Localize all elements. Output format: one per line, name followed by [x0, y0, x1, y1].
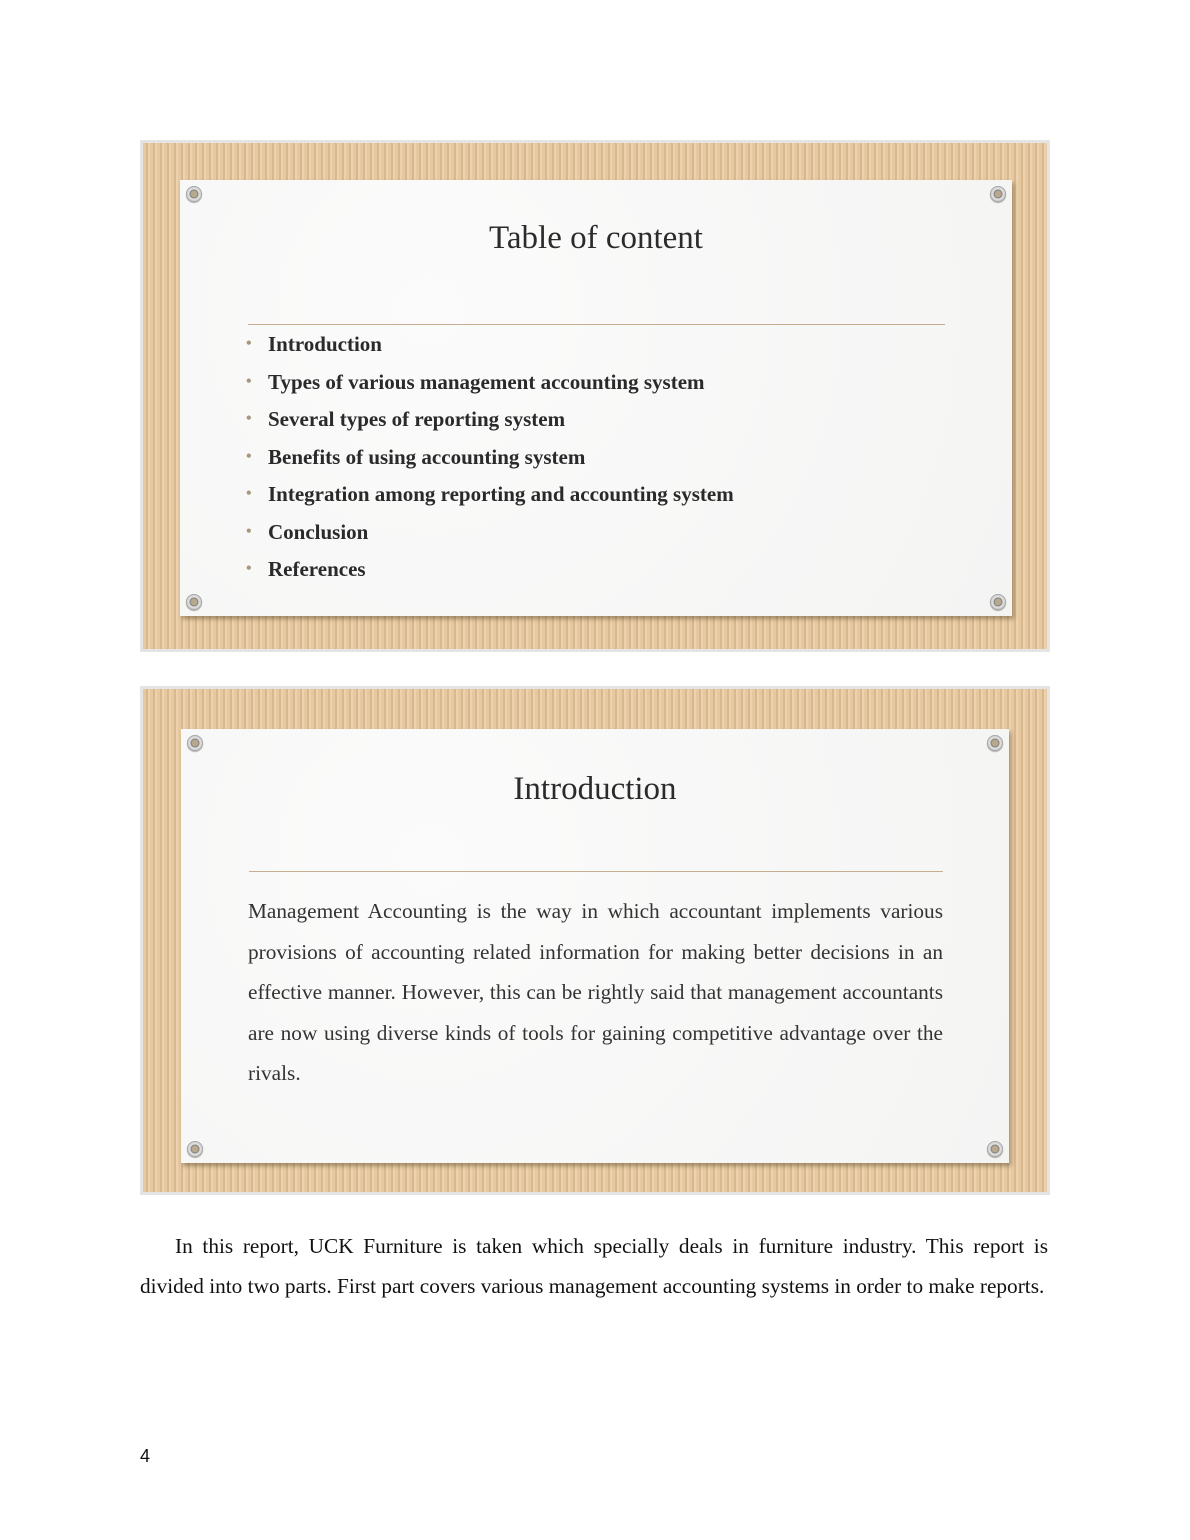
- toc-item-label: Conclusion: [268, 519, 369, 544]
- slide-title: Table of content: [489, 220, 703, 256]
- bullet-icon: •: [246, 372, 252, 390]
- toc-item: [246, 480, 734, 518]
- toc-item: [246, 405, 734, 443]
- bullet-icon: •: [246, 335, 252, 352]
- bullet-icon: •: [246, 522, 252, 540]
- grommet-icon: [186, 186, 202, 202]
- toc-item: [246, 555, 734, 593]
- grommet-icon: [187, 1141, 203, 1157]
- toc-item-label: Types of various management accounting system: [268, 369, 705, 394]
- grommet-icon: [186, 594, 202, 610]
- slide-card: [180, 180, 1012, 616]
- toc-item-label: Benefits of using accounting system: [268, 444, 586, 469]
- page-number: 4: [140, 1446, 151, 1466]
- grommet-icon: [987, 735, 1003, 751]
- grommet-icon: [187, 735, 203, 751]
- toc-item: [246, 518, 734, 556]
- bullet-icon: •: [246, 560, 252, 577]
- title-divider: [249, 871, 943, 872]
- bullet-icon: •: [246, 485, 252, 502]
- body-paragraph: In this report, UCK Furniture is taken which specially deals in furniture industry. This report is divided into two parts. First part covers various management accounting systems in order to make reports.: [140, 1234, 1048, 1298]
- toc-item: [246, 368, 734, 406]
- toc-item-label: Several types of reporting system: [268, 407, 566, 431]
- slide-card: [181, 729, 1009, 1163]
- grommet-icon: [990, 594, 1006, 610]
- toc-item-label: References: [268, 557, 366, 581]
- bullet-icon: •: [246, 410, 252, 427]
- toc-item: [246, 443, 734, 481]
- grommet-icon: [987, 1141, 1003, 1157]
- title-divider: [248, 324, 945, 325]
- toc-item: [246, 330, 734, 368]
- slide-title: Introduction: [513, 771, 677, 807]
- toc-item-label: Introduction: [268, 332, 382, 356]
- slide-table-of-content: [140, 140, 1050, 652]
- toc-item-label: Integration among reporting and accounting system: [268, 482, 734, 506]
- slide-introduction: [140, 686, 1050, 1195]
- slide-body-text: Management Accounting is the way in which accountant implements various provisions of accounting related information for making better decisions in an effective manner. However, this can be rightly said that management accountants are now using diverse kinds of tools for gaining competitive advantage over the rivals.: [248, 899, 943, 1085]
- grommet-icon: [990, 186, 1006, 202]
- bullet-icon: •: [246, 447, 252, 465]
- toc-list: [246, 330, 734, 593]
